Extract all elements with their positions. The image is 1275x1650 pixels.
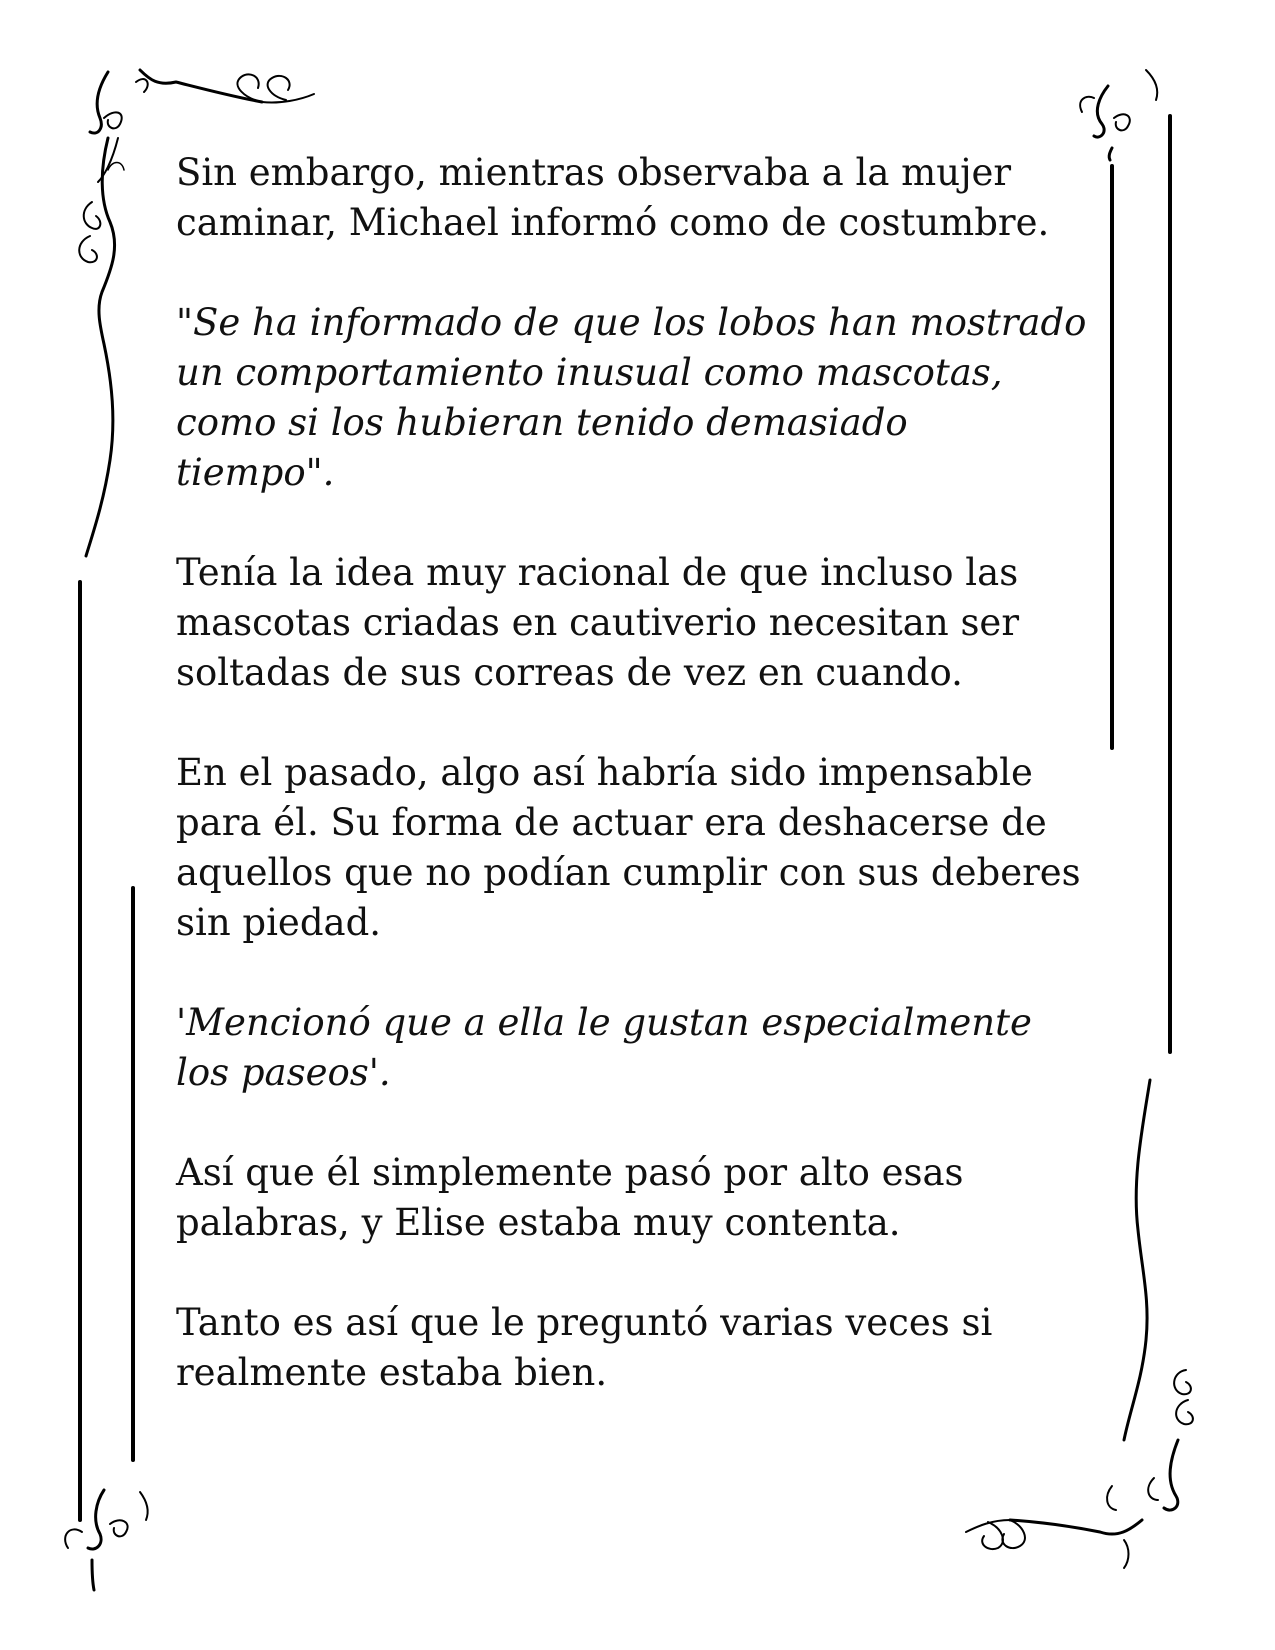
text-line: Tanto es así que le preguntó varias veces si xyxy=(176,1301,993,1344)
top-right-flourish-icon xyxy=(1080,70,1157,160)
text-line: aquellos que no podían cumplir con sus deberes xyxy=(176,851,1081,894)
text-line: En el pasado, algo así habría sido impensable xyxy=(176,751,1033,794)
text-line: Tenía la idea muy racional de que incluso las xyxy=(176,551,1019,594)
text-line: como si los hubieran tenido demasiado xyxy=(176,401,908,444)
paragraph xyxy=(176,998,1106,1098)
text-line: mascotas criadas en cautiverio necesitan ser xyxy=(176,601,1020,644)
paragraph xyxy=(176,1298,1106,1398)
text-line: sin piedad. xyxy=(176,901,382,944)
story-text xyxy=(176,148,1106,1448)
paragraph xyxy=(176,1148,1106,1248)
text-line: "Se ha informado de que los lobos han mostrado xyxy=(176,301,1087,344)
text-line: realmente estaba bien. xyxy=(176,1351,608,1394)
bottom-left-flourish-icon xyxy=(65,1490,147,1590)
text-line: Sin embargo, mientras observaba a la mujer xyxy=(176,151,1012,194)
text-line: tiempo". xyxy=(176,451,335,494)
text-line: un comportamiento inusual como mascotas, xyxy=(176,351,1003,394)
text-line: para él. Su forma de actuar era deshacerse de xyxy=(176,801,1047,844)
paragraph xyxy=(176,548,1106,698)
text-line: palabras, y Elise estaba muy contenta. xyxy=(176,1201,901,1244)
text-line: los paseos'. xyxy=(176,1051,391,1094)
text-line: soltadas de sus correas de vez en cuando. xyxy=(176,651,963,694)
text-line: caminar, Michael informó como de costumbre. xyxy=(176,201,1050,244)
paragraph xyxy=(176,298,1106,498)
paragraph xyxy=(176,748,1106,948)
text-line: Así que él simplemente pasó por alto esas xyxy=(176,1151,964,1194)
paragraph xyxy=(176,148,1106,248)
text-line: 'Mencionó que a ella le gustan especialmente xyxy=(176,1001,1032,1044)
